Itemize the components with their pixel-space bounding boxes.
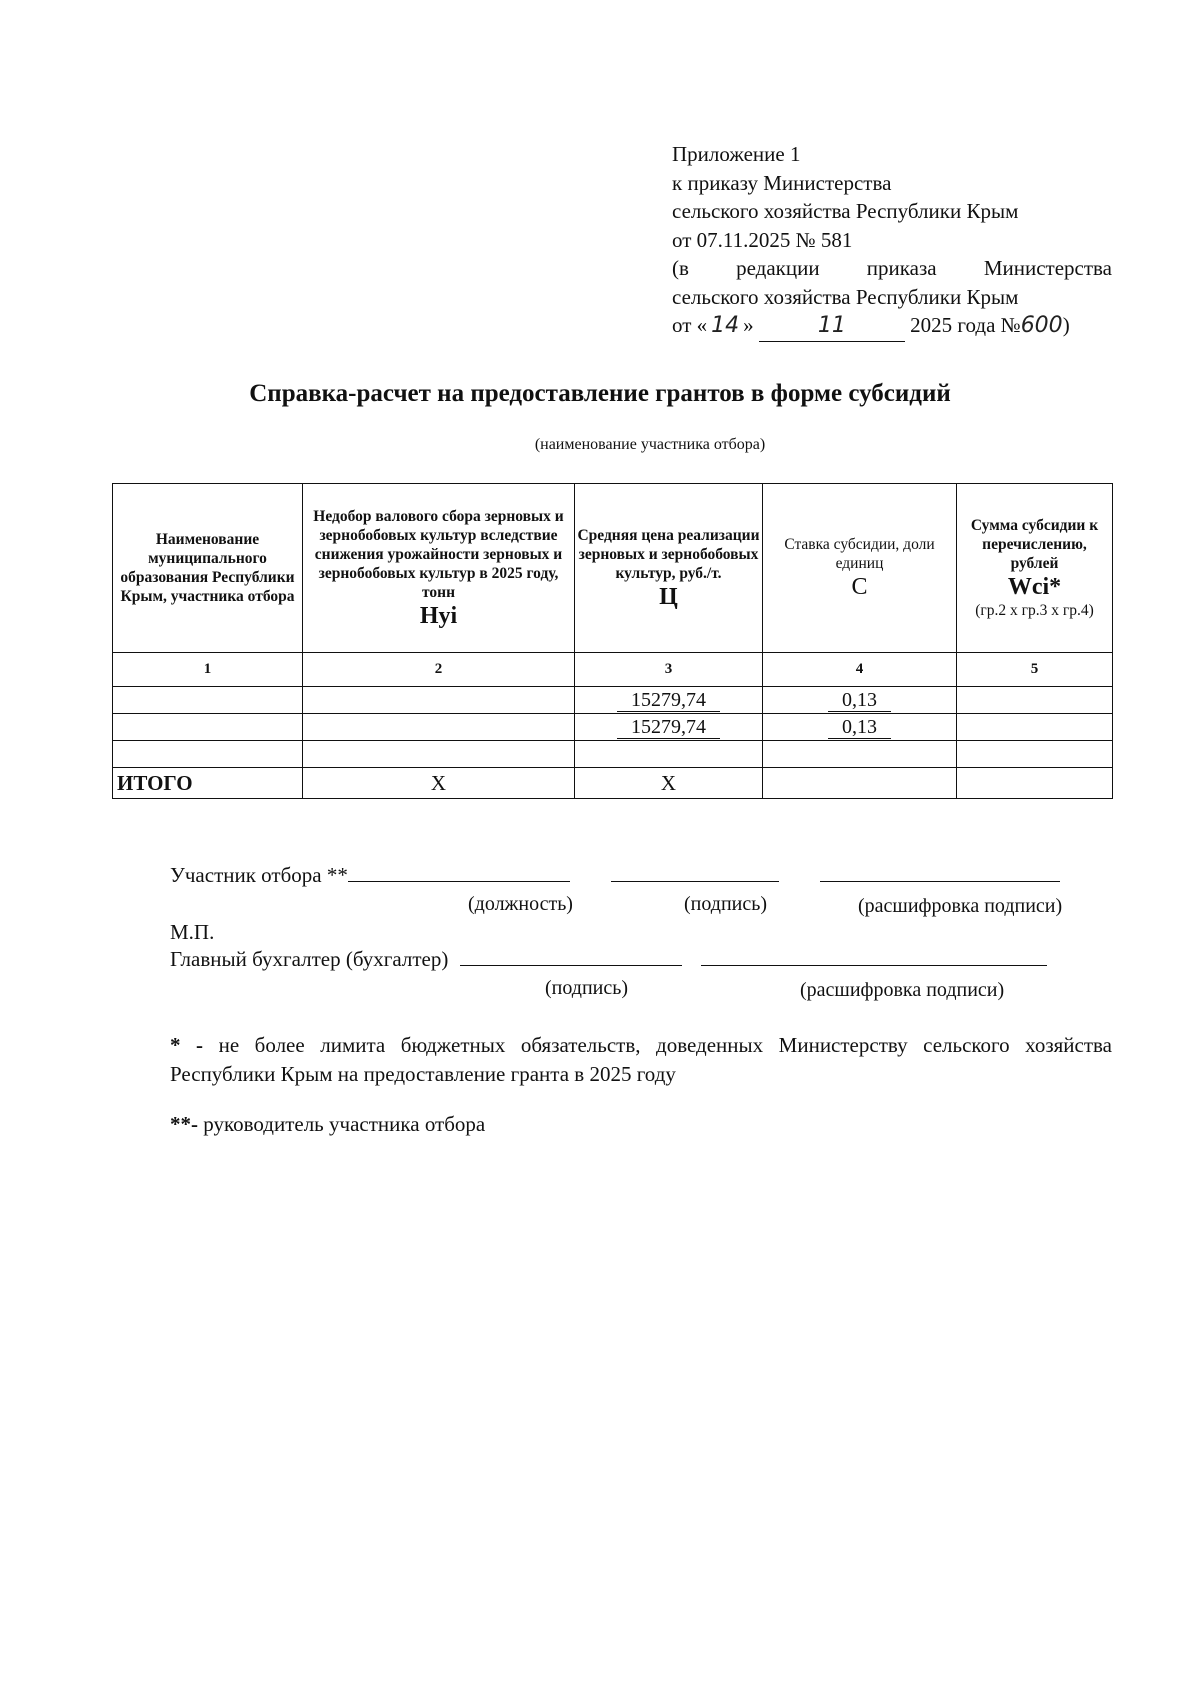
cell-value: 15279,74	[617, 716, 720, 739]
footnote-text: руководитель участника отбора	[203, 1112, 486, 1136]
table-cell	[763, 687, 957, 714]
table-cell	[303, 714, 575, 741]
appendix-word: приказа	[866, 256, 937, 280]
header-municipality	[113, 484, 303, 653]
footnote-text: не более лимита бюджетных обязательств, доведенных Министерству сельского хозяйства Республики Крым на предоставление гранта в 2025 году	[170, 1033, 1113, 1086]
appendix-line-5	[672, 254, 1112, 283]
date-mid: »	[743, 313, 754, 337]
header-text: Недобор валового сбора зерновых и зернобобовых культур вследствие снижения урожайности зерновых и зернобобовых культур в 2025 году, тонн	[313, 507, 564, 601]
page-title: Справка-расчет на предоставление грантов в форме субсидий	[249, 380, 951, 407]
order-number-handwritten: 600	[1020, 313, 1063, 338]
table-cell	[763, 741, 957, 768]
signature-caption: (подпись)	[684, 893, 768, 915]
header-text: Наименование муниципального образования Республики Крым, участника отбора	[120, 531, 295, 605]
date-close: )	[1062, 313, 1070, 337]
table-cell	[303, 741, 575, 768]
table-row	[113, 741, 1113, 768]
header-text: Сумма субсидии к перечислению, рублей	[970, 517, 1099, 572]
participant-signature-line	[170, 863, 1060, 888]
column-number: 3	[575, 653, 763, 687]
header-subsidy-amount	[957, 484, 1113, 653]
decoding-caption: (расшифровка подписи)	[858, 895, 1063, 917]
date-day-handwritten: 14	[711, 313, 740, 338]
cell-value: 15279,74	[617, 689, 720, 712]
total-label: ИТОГО	[113, 768, 303, 799]
header-formula: (гр.2 х гр.3 х гр.4)	[975, 602, 1094, 619]
header-text: Средняя цена реализации зерновых и зернобобовых культур, руб./т.	[577, 526, 760, 582]
page-subtitle: (наименование участника отбора)	[534, 436, 766, 453]
table-row	[113, 687, 1113, 714]
participant-label: Участник отбора **	[170, 863, 348, 887]
table-cell	[763, 714, 957, 741]
appendix-word: Министерства	[983, 256, 1112, 280]
total-cell	[763, 768, 957, 799]
acc-decoding-blank[interactable]	[701, 965, 1047, 966]
acc-signature-caption: (подпись)	[545, 977, 629, 999]
table-cell	[113, 741, 303, 768]
date-prefix: от «	[672, 313, 708, 337]
decoding-blank[interactable]	[820, 881, 1060, 882]
table-cell	[303, 687, 575, 714]
position-blank[interactable]	[348, 881, 570, 882]
column-number: 4	[763, 653, 957, 687]
appendix-line-2: к приказу Министерства	[672, 170, 892, 195]
footnote-2	[170, 1110, 1112, 1139]
cell-value: 0,13	[828, 689, 891, 712]
date-month-handwritten: 11	[759, 312, 905, 342]
header-symbol: Wci*	[1007, 574, 1062, 600]
table-cell	[575, 741, 763, 768]
header-symbol: С	[851, 574, 868, 600]
table-cell	[113, 714, 303, 741]
accountant-signature-line	[170, 947, 1047, 972]
header-subsidy-rate	[763, 484, 957, 653]
total-cell: Х	[303, 768, 575, 799]
total-cell: Х	[575, 768, 763, 799]
table-cell	[957, 687, 1113, 714]
position-caption: (должность)	[468, 893, 573, 915]
table-cell	[113, 687, 303, 714]
table-header-row	[113, 484, 1113, 653]
table-row	[113, 714, 1113, 741]
header-text: Ставка субсидии, доли единиц	[784, 536, 935, 572]
appendix-line-4: от 07.11.2025 № 581	[672, 227, 853, 252]
table-cell	[575, 714, 763, 741]
appendix-line-6: сельского хозяйства Республики Крым	[672, 284, 1019, 309]
appendix-word: (в	[672, 256, 689, 280]
appendix-word: редакции	[736, 256, 820, 280]
cell-value: 0,13	[828, 716, 891, 739]
header-shortfall	[303, 484, 575, 653]
column-number: 5	[957, 653, 1113, 687]
acc-decoding-caption: (расшифровка подписи)	[800, 979, 1005, 1001]
appendix-block	[672, 140, 1112, 342]
header-symbol: Ц	[659, 583, 678, 610]
header-avg-price	[575, 484, 763, 653]
accountant-label: Главный бухгалтер (бухгалтер)	[170, 947, 449, 971]
acc-signature-blank[interactable]	[460, 965, 682, 966]
column-number-row	[113, 653, 1113, 687]
appendix-line-3: сельского хозяйства Республики Крым	[672, 199, 1019, 223]
calculation-table	[112, 483, 1113, 799]
table-cell	[575, 687, 763, 714]
footnote-star: * -	[170, 1033, 204, 1057]
table-cell	[957, 741, 1113, 768]
column-number: 1	[113, 653, 303, 687]
signature-blank[interactable]	[611, 881, 779, 882]
appendix-line-1: Приложение 1	[672, 142, 801, 166]
date-year-text: 2025 года №	[910, 313, 1021, 337]
footnote-star: **-	[170, 1112, 198, 1136]
column-number: 2	[303, 653, 575, 687]
stamp-label: М.П.	[170, 920, 215, 944]
appendix-date-line	[672, 311, 1112, 342]
total-row	[113, 768, 1113, 799]
footnote-1	[170, 1031, 1112, 1089]
total-cell	[957, 768, 1113, 799]
table-cell	[957, 714, 1113, 741]
header-symbol: Hyi	[419, 602, 458, 629]
